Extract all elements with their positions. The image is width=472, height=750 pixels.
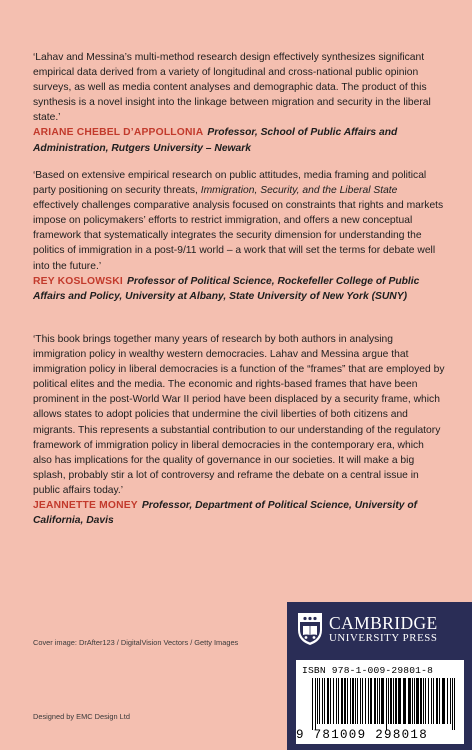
barcode-bar <box>408 678 411 724</box>
barcode-bar <box>425 678 426 724</box>
barcode-bar <box>322 678 323 724</box>
endorser-affiliation: Professor, Department of Political Science, University of California, Davis <box>33 500 418 527</box>
barcode-digits: 9 781009 298018 <box>296 728 429 742</box>
barcode-bar <box>454 678 455 730</box>
cambridge-crest-icon <box>297 612 323 646</box>
barcode-bar <box>423 678 424 724</box>
endorser-affiliation: Professor, School of Public Affairs and Administration, Rutgers University – Newark <box>33 127 398 154</box>
endorsement-quote-1 <box>33 50 445 156</box>
quote-text: ‘Lahav and Messina’s multi-method research design effectively synthesizes significant empirical data derived from a variety of longitudinal and cross-national public opinion surveys, as well as media content analyses and demographic data. The product of this synthesis is a novel insight into the linkage between migration and security in the liberal state.’ <box>33 52 431 124</box>
barcode-bar <box>379 678 380 724</box>
barcode-bar <box>416 678 419 724</box>
design-credit: Designed by EMC Design Ltd <box>33 712 130 721</box>
barcode-bar <box>388 678 389 724</box>
barcode-bar <box>398 678 401 724</box>
barcode-bar <box>315 678 316 730</box>
publisher-name-line1: CAMBRIDGE <box>329 612 438 633</box>
quote-text-before: ‘Based on extensive empirical research on public attitudes, media framing and political party positioning on security threats, <box>33 170 427 197</box>
barcode-bars <box>310 678 460 730</box>
barcode-bar <box>319 678 320 724</box>
endorsement-quote-2 <box>33 168 445 304</box>
barcode-bar <box>403 678 406 724</box>
barcode-bar <box>431 678 432 724</box>
barcode-bar <box>336 678 337 724</box>
barcode-bar <box>433 678 434 724</box>
barcode-bar <box>393 678 394 724</box>
barcode-bar <box>381 678 384 724</box>
barcode-bar <box>420 678 422 724</box>
barcode-bar <box>333 678 334 724</box>
quote-attribution <box>33 125 445 155</box>
barcode-bar <box>330 678 331 724</box>
cover-image-credit: Cover image: DrAfter123 / DigitalVision Vectors / Getty Images <box>33 638 239 647</box>
barcode-bar <box>442 678 445 724</box>
barcode-bar <box>317 678 318 724</box>
barcode-bar <box>344 678 346 724</box>
barcode-bar <box>338 678 339 724</box>
barcode-bar <box>368 678 369 724</box>
quote-text <box>33 168 445 274</box>
barcode-bar <box>386 678 387 730</box>
book-title: Immigration, Security, and the Liberal State <box>200 185 398 197</box>
endorser-affiliation: Professor of Political Science, Rockefeller College of Public Affairs and Policy, University at Albany, State University of New York (SUNY) <box>33 275 420 302</box>
barcode-bar <box>374 678 376 724</box>
publisher-name-line2: UNIVERSITY PRESS <box>329 631 438 644</box>
barcode-bar <box>436 678 438 724</box>
quote-text: ‘This book brings together many years of research by both authors in analysing immigration policy in wealthy western democracies. Lahav and Messina argue that immigration policy in liberal democracies is a function of the “frames” that are employed by political elites and the media. The economic and rights-based frames that have been prominent in the post-World War II period have been displaced by a security frame, which allows states to adopt policies that undermine the civil liberties of both citizens and migrants. This represents a substantial contribution to our understanding of the regulatory framework of immigration policy in liberal democracies in the contemporary era, which also has implications for the quality of governance in our societies. It will make a big splash, probably stir a lot of controversy and reframe the debate on a central issue in public affairs today.’ <box>33 334 445 496</box>
barcode-bar <box>324 678 325 724</box>
publisher-logo <box>297 612 438 646</box>
endorser-name: ARIANE CHEBEL D’APPOLLONIA <box>33 127 204 139</box>
barcode-bar <box>360 678 361 724</box>
barcode-bar <box>312 678 313 730</box>
barcode-bar <box>327 678 329 724</box>
quote-attribution <box>33 274 445 304</box>
barcode-bar <box>390 678 392 724</box>
quote-text-after: effectively challenges comparative analysis focused on constraints that rights and markets impose on policymakers’ efforts to restrict immigration, and offers a new conceptual framework that systematically integrates the security dimension for understanding the politics of immigration in a post-9/11 world – a work that will set the terms for debate well into the future.’ <box>33 200 444 272</box>
barcode-bar <box>365 678 366 724</box>
barcode-bar <box>428 678 429 724</box>
barcode-bar <box>352 678 354 724</box>
barcode-bar <box>350 678 351 724</box>
endorsement-quote-3 <box>33 332 445 528</box>
isbn-label: ISBN 978-1-009-29801-8 <box>302 665 434 676</box>
barcode-bar <box>450 678 451 724</box>
barcode-bar <box>370 678 372 724</box>
endorser-name: JEANNETTE MONEY <box>33 500 138 512</box>
barcode-bar <box>447 678 448 724</box>
publisher-panel <box>287 602 472 750</box>
barcode-bar <box>377 678 378 724</box>
barcode-bar <box>347 678 348 724</box>
barcode-bar <box>452 678 453 730</box>
barcode-bar <box>414 678 415 724</box>
isbn-barcode <box>296 660 464 744</box>
quote-attribution <box>33 498 445 528</box>
endorser-name: REY KOSLOWSKI <box>33 275 123 287</box>
barcode-bar <box>395 678 397 724</box>
barcode-bar <box>355 678 356 724</box>
barcode-bar <box>341 678 343 724</box>
barcode-bar <box>412 678 413 724</box>
barcode-bar <box>439 678 440 724</box>
barcode-bar <box>357 678 358 724</box>
barcode-bar <box>362 678 363 724</box>
